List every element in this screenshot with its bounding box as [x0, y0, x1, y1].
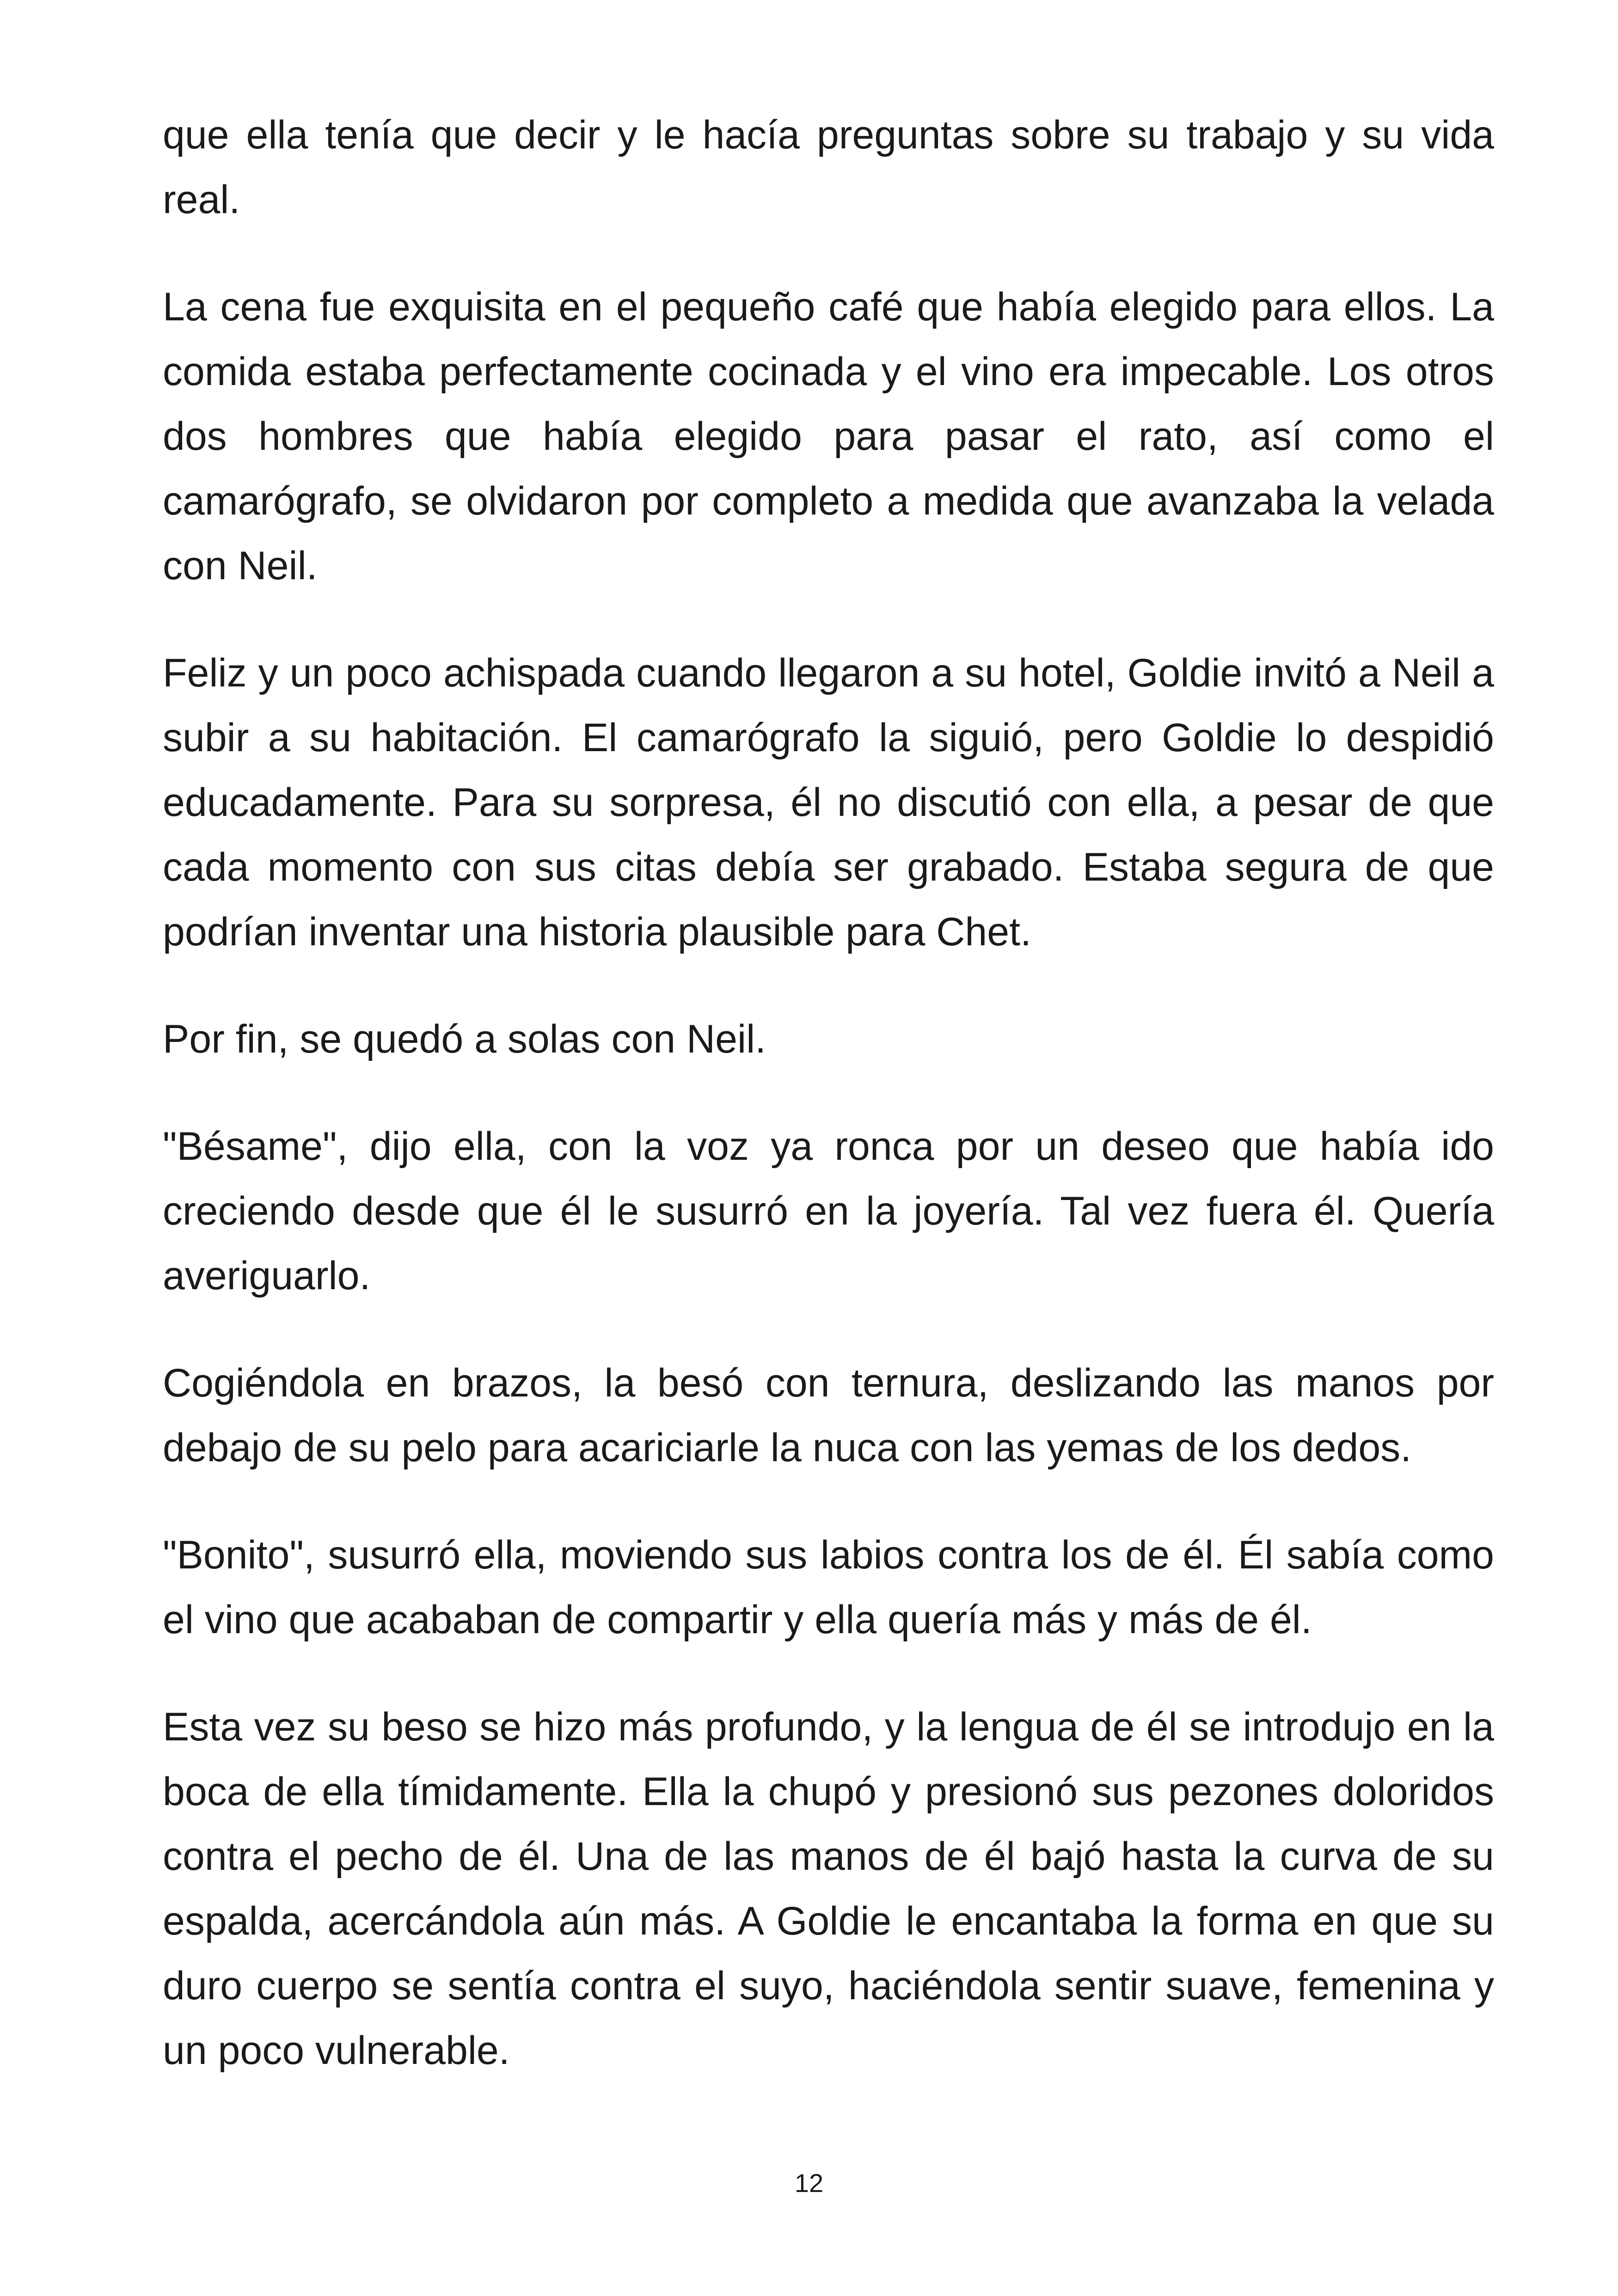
paragraph: Cogiéndola en brazos, la besó con ternura, deslizando las manos por debajo de su pelo para acariciarle la nuca con las yemas de los dedos.	[163, 1361, 1494, 1470]
paragraph: "Bésame", dijo ella, con la voz ya ronca por un deseo que había ido creciendo desde que él le susurró en la joyería. Tal vez fuera él. Quería averiguarlo.	[163, 1124, 1494, 1298]
paragraph: que ella tenía que decir y le hacía preguntas sobre su trabajo y su vida real.	[163, 113, 1494, 222]
body-text	[163, 103, 1494, 2125]
page-number: 12	[794, 2168, 824, 2198]
paragraph: La cena fue exquisita en el pequeño café que había elegido para ellos. La comida estaba perfectamente cocinada y el vino era impecable. Los otros dos hombres que había elegido para pasar el rato, así como el camarógrafo, se olvidaron por completo a medida que avanzaba la velada con Neil.	[163, 285, 1494, 588]
paragraph: Esta vez su beso se hizo más profundo, y la lengua de él se introdujo en la boca de ella tímidamente. Ella la chupó y presionó sus pezones doloridos contra el pecho de él. Una de las manos de él bajó hasta la curva de su espalda, acercándola aún más. A Goldie le encantaba la forma en que su duro cuerpo se sentía contra el suyo, haciéndola sentir suave, femenina y un poco vulnerable.	[163, 1705, 1494, 2073]
paragraph: "Bonito", susurró ella, moviendo sus labios contra los de él. Él sabía como el vino que acababan de compartir y ella quería más y más de él.	[163, 1533, 1494, 1642]
paragraph: Por fin, se quedó a solas con Neil.	[163, 1017, 766, 1061]
paragraph: Feliz y un poco achispada cuando llegaron a su hotel, Goldie invitó a Neil a subir a su habitación. El camarógrafo la siguió, pero Goldie lo despidió educadamente. Para su sorpresa, él no discutió con ella, a pesar de que cada momento con sus citas debía ser grabado. Estaba segura de que podrían inventar una historia plausible para Chet.	[163, 651, 1494, 954]
